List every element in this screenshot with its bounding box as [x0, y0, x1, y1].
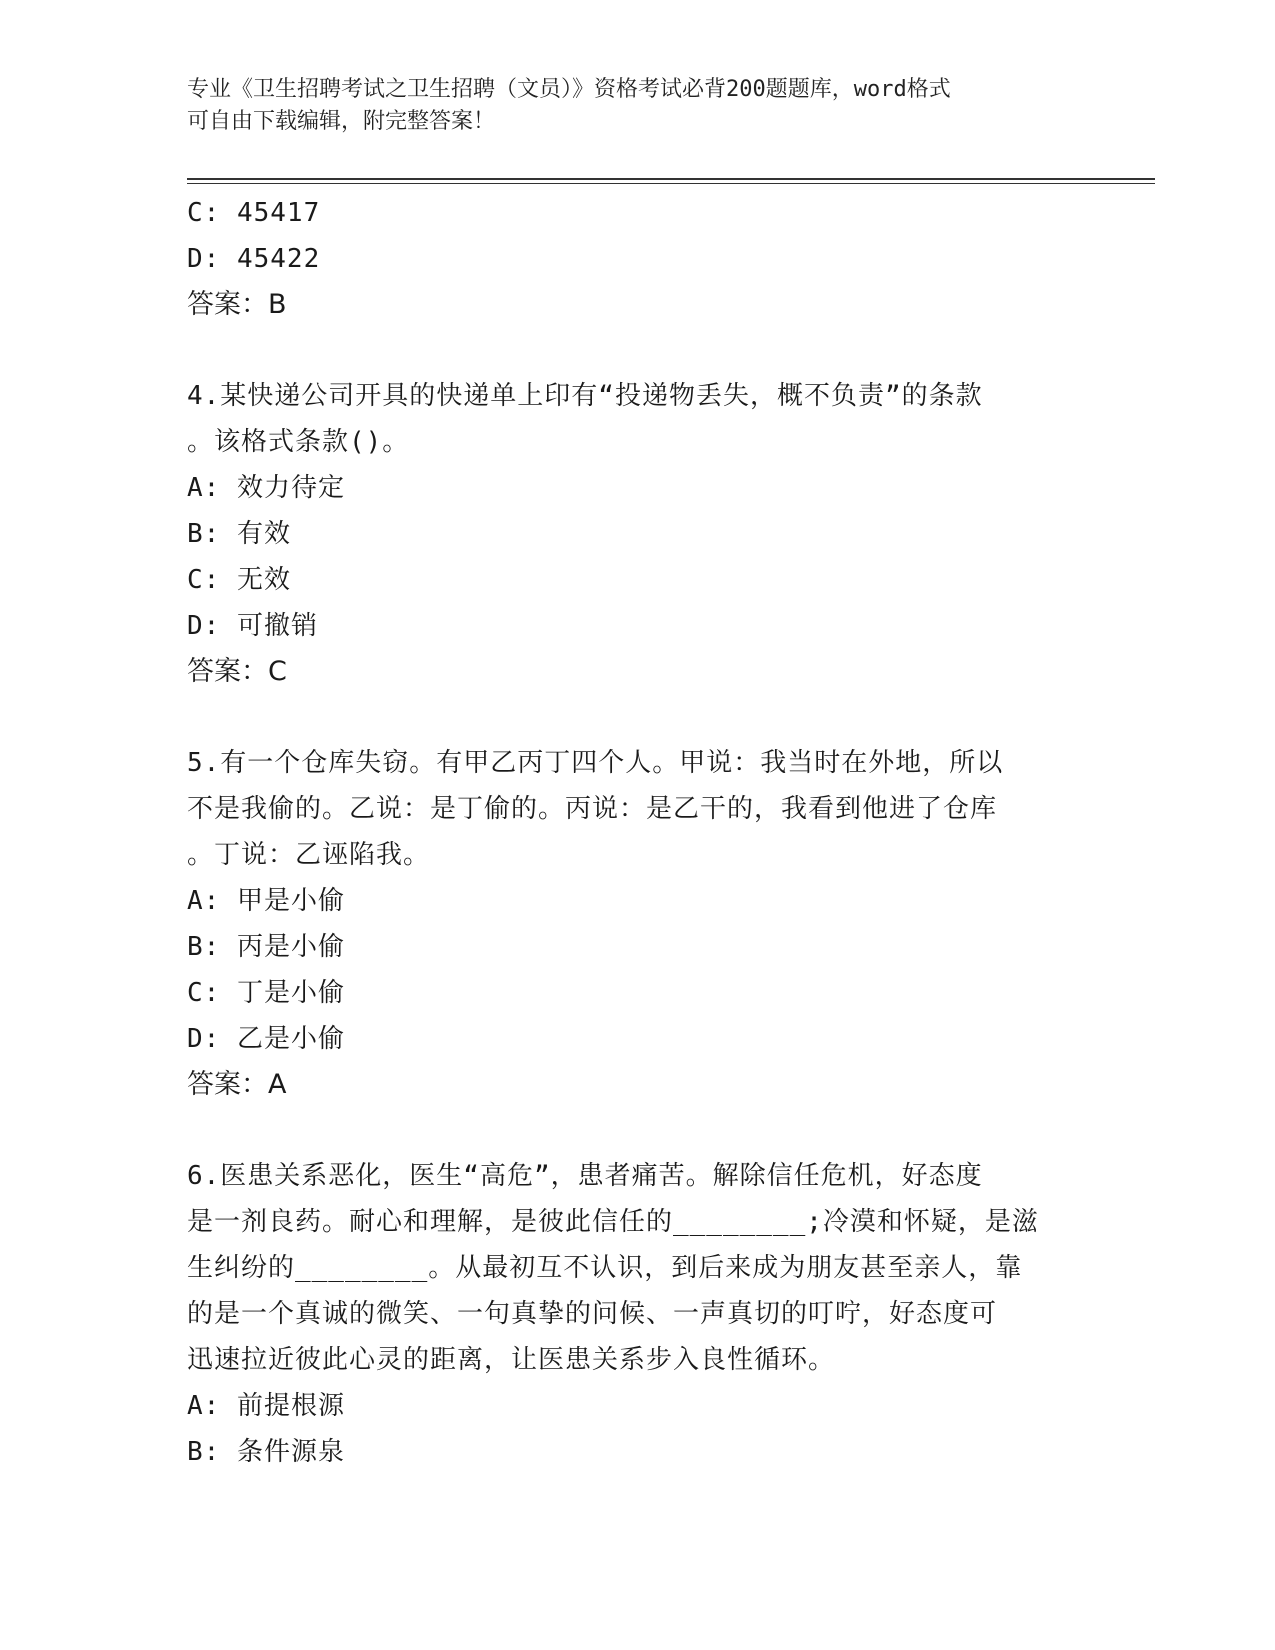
header-rule-thin	[187, 183, 1155, 184]
question-text-line: 是一剂良药。耐心和理解，是彼此信任的________;冷漠和怀疑，是滋	[187, 1207, 1039, 1237]
question-text-line: 4.某快递公司开具的快递单上印有“投递物丢失，概不负责”的条款	[187, 381, 983, 411]
question-4	[187, 373, 1077, 695]
answer-label: 答案：B	[187, 289, 287, 320]
header-title-line-1: 专业《卫生招聘考试之卫生招聘（文员）》资格考试必背200题题库，word格式	[187, 77, 951, 102]
question-text-line: 6.医患关系恶化，医生“高危”，患者痛苦。解除信任危机，好态度	[187, 1161, 983, 1191]
question-text-line: 。该格式条款()。	[187, 427, 410, 457]
option-b: B: 条件源泉	[187, 1437, 345, 1467]
question-text-line: 的是一个真诚的微笑、一句真挚的问候、一声真切的叮咛，好态度可	[187, 1299, 998, 1329]
page-header	[187, 74, 1067, 138]
option-d: D: 45422	[187, 244, 321, 274]
option-c: C: 丁是小偷	[187, 978, 345, 1008]
option-c: C: 45417	[187, 198, 321, 228]
option-c: C: 无效	[187, 565, 291, 595]
question-text-line: 5.有一个仓库失窃。有甲乙丙丁四个人。甲说：我当时在外地，所以	[187, 748, 1004, 778]
option-d: D: 可撤销	[187, 611, 318, 641]
option-a: A: 甲是小偷	[187, 886, 345, 916]
option-a: A: 前提根源	[187, 1391, 345, 1421]
answer-label: 答案：A	[187, 1069, 287, 1100]
option-b: B: 有效	[187, 519, 291, 549]
header-title-line-2: 可自由下载编辑，附完整答案！	[187, 109, 496, 134]
question-text-line: 生纠纷的________。从最初互不认识，到后来成为朋友甚至亲人，靠	[187, 1253, 1023, 1283]
question-text-line: 不是我偷的。乙说：是丁偷的。丙说：是乙干的，我看到他进了仓库	[187, 794, 998, 824]
option-d: D: 乙是小偷	[187, 1024, 345, 1054]
header-rule-thick	[187, 178, 1155, 180]
option-b: B: 丙是小偷	[187, 932, 345, 962]
question-content	[187, 190, 1077, 1475]
question-6	[187, 1153, 1077, 1475]
question-5	[187, 740, 1077, 1108]
answer-label: 答案：C	[187, 656, 287, 687]
question-text-line: 迅速拉近彼此心灵的距离，让医患关系步入良性循环。	[187, 1345, 836, 1375]
option-a: A: 效力待定	[187, 473, 345, 503]
question-text-line: 。丁说：乙诬陷我。	[187, 840, 431, 870]
